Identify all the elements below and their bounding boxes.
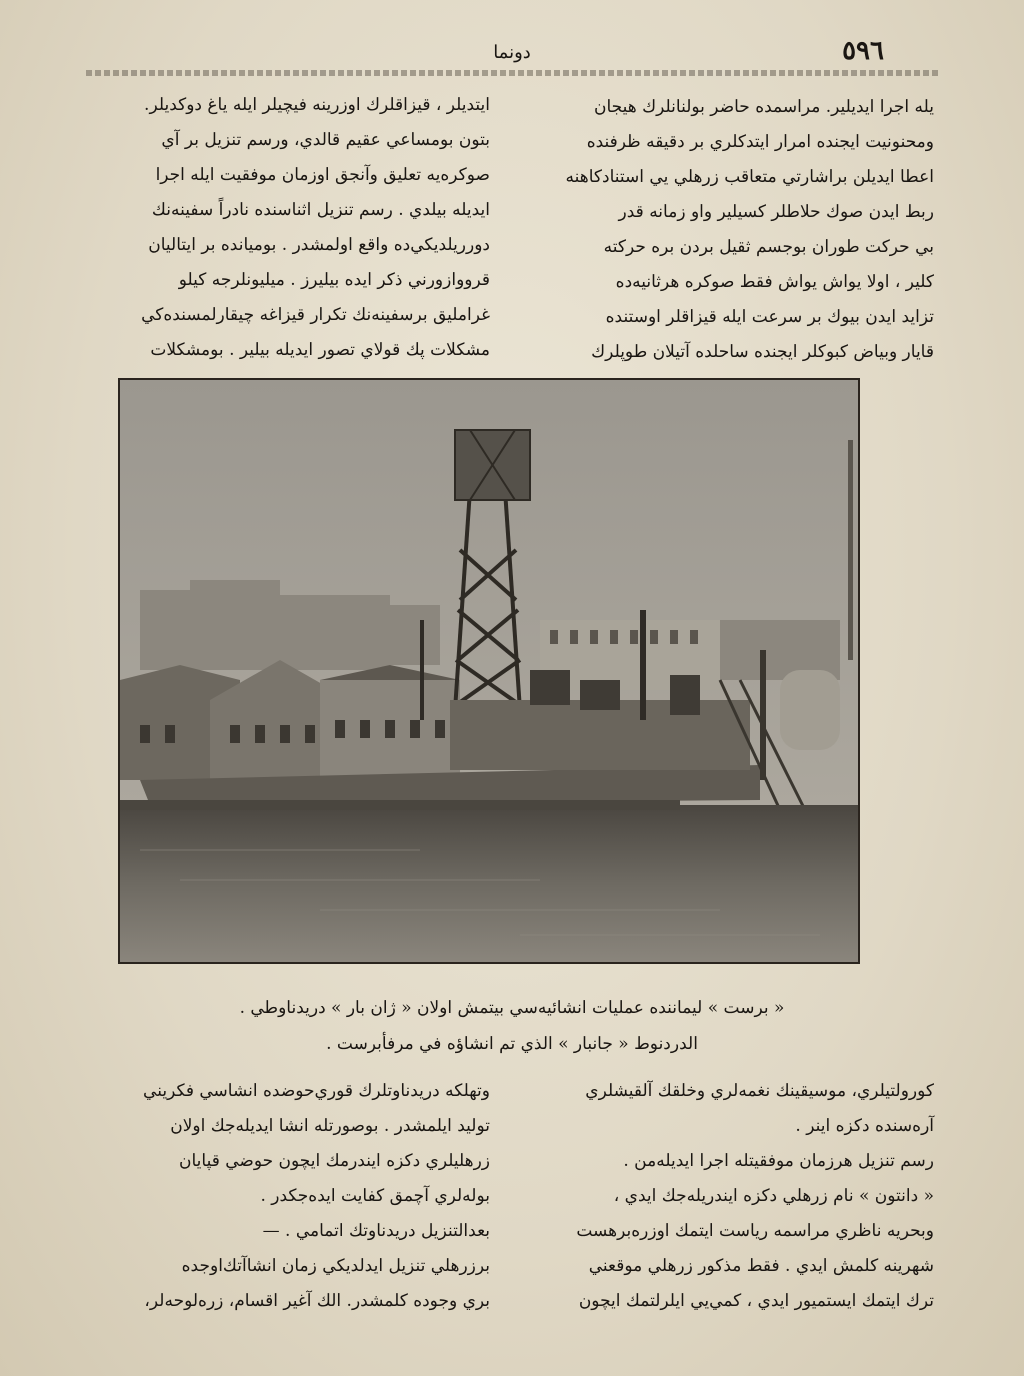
text-line: برزرهلي تنزيل ايدلديكي زمان انشاآتك‌اوجده [181,1256,490,1276]
text-line: ايديله بيلدي . رسم تنزيل اثناسنده نادراً سفينه‌نك [151,200,490,220]
text-line: مشكلات پك قولاي تصور ايديله بيلير . بومشكلات [150,340,490,360]
text-line: شهرينه كلمش ايدي . فقط مذكور زرهلي موقعني [588,1256,934,1276]
text-line: بري وجوده كلمشدر. الك آغير اقسام، زره‌لوحه‌لر، [144,1291,490,1311]
text-column-top-left [92,88,490,368]
text-line: دورريلديكي‌ده واقع اولمشدر . بوميانده بر ايتاليان [148,235,490,255]
text-line: رسم تنزيل هرزمان موفقيتله اجرا ايديله‌من . [623,1151,934,1171]
text-column-bottom-right [536,1074,934,1319]
text-line: قرووازورني ذكر ايده بيليرز . ميليونلرجه كيلو [178,270,490,290]
page-number: ٥٩٦ [842,36,884,66]
text-line: تزايد ايدن بيوك بر سرعت ايله قيزاقلر اوستنده [605,307,934,327]
text-line: آره‌سنده دكزه اينر . [795,1116,934,1136]
text-line: غرامليق برسفينه‌نك تكرار قيزاغه چيقارلمسنده‌كي [141,305,490,325]
harbor-water [120,805,858,962]
quay-edge [120,800,680,810]
text-line: كلير ، اولا يواش يواش فقط صوكره هرثانيه‌ده [615,272,934,292]
text-column-top-right [536,90,934,370]
text-line: ومحنونيت ايجنده امرار ايتدكلري بر دقيقه ظرفنده [586,132,934,152]
photo-illustration [120,380,858,962]
text-line: كورولتيلري، موسيقينك نغمه‌لري وخلقك آلقيشلري [585,1081,934,1101]
text-line: زرهليلري دكزه ايندرمك ايچون حوضي قپايان [179,1151,490,1171]
header-wavy-rule [86,70,938,76]
text-line: بي حركت طوران بوجسم ثقيل بردن بره حركته [603,237,934,257]
text-line: بتون بومساعي عقيم قالدي، ورسم تنزيل بر آي [161,130,490,150]
text-line: يله اجرا ايديلير. مراسمده حاضر بولنانلرك هيجان [594,97,934,117]
text-line: وبحريه ناظري مراسمه رياست ايتمك اوزره‌برهست [576,1221,934,1241]
text-line: بعدالتنزيل دريدناوتك اتمامي . — [262,1221,490,1241]
chimney [848,440,853,660]
battleship-photograph [118,378,860,964]
text-line: ايتديلر ، قيزاقلرك اوزرينه فيچيلر ايله ياغ دوكديلر. [144,95,490,115]
text-line: وتهلكه دريدناوتلرك قوري‌حوضده انشاسي فكريني [143,1081,490,1101]
text-line: توليد ايلمشدر . بوصورتله انشا ايديله‌جك اولان [170,1116,490,1136]
page-header [86,36,938,74]
photo-caption [150,990,874,1062]
caption-line-1: « برست » ليماننده عمليات انشائيه‌سي بيتمش اولان « ژان بار » دريدناوطي . [239,998,785,1018]
caption-line-2: الدردنوط « جانبار » الذي تم انشاؤه في مرفأبرست . [326,1034,698,1054]
text-line: قايار وبياض كبوكلر ايجنده ساحلده آتيلان طوپلرك [591,342,934,362]
running-title: دونما [493,42,531,63]
text-line: « دانتون » نام زرهلي دكزه ايندريله‌جك ايدي ، [613,1186,934,1206]
text-line: اعطا ايديلن براشارتي متعاقب زرهلي يي استنادكاهنه [565,167,934,187]
text-line: صوكره‌يه تعليق وآنجق اوزمان موفقيت ايله اجرا [155,165,490,185]
text-line: ربط ايدن صوك حلاطلر كسيلير واو زمانه قدر [618,202,934,222]
text-line: بوله‌لري آچمق كفايت ايده‌جكدر . [260,1186,490,1206]
text-column-bottom-left [92,1074,490,1319]
text-line: ترك ايتمك ايستميور ايدي ، كمي‌يي ايلرلتمك ايچون [578,1291,934,1311]
